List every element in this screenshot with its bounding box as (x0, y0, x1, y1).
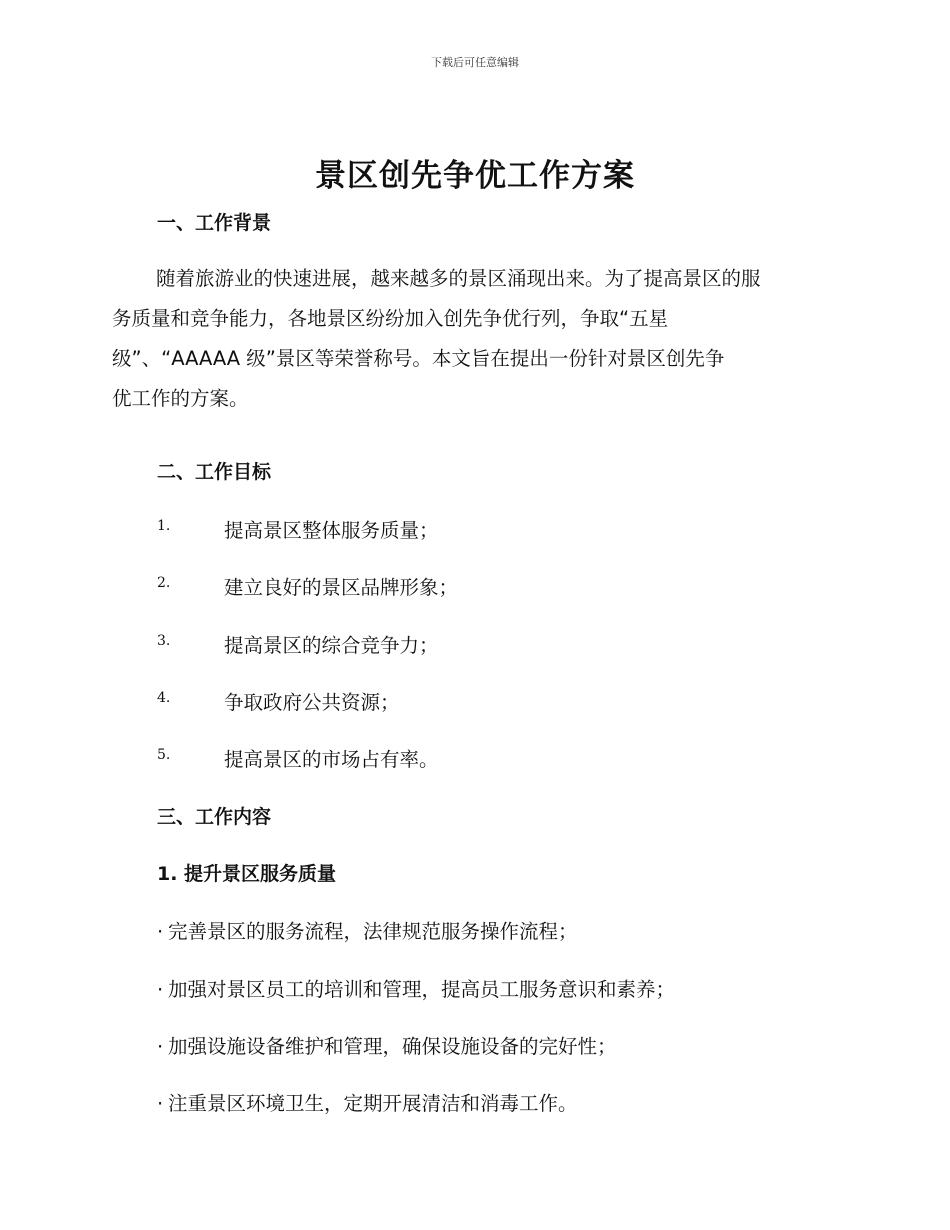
list-number: 2. (157, 575, 171, 591)
list-text: 提高景区的综合竞争力； (224, 634, 439, 657)
section-heading-goals: 二、工作目标 (157, 461, 272, 483)
list-number: 3. (157, 633, 171, 649)
bullet-text: 完善景区的服务流程，法律规范服务操作流程； (168, 920, 578, 943)
bullet-dot: · (157, 978, 164, 1001)
list-text: 建立良好的景区品牌形象； (224, 576, 459, 599)
list-number: 1. (157, 518, 171, 534)
subheading-service-quality: 1. 提升景区服务质量 (157, 863, 337, 885)
bullet-text: 加强对景区员工的培训和管理，提高员工服务意识和素养； (168, 978, 676, 1001)
bullet-list-item (157, 916, 578, 944)
paragraph-line: 优工作的方案。 (112, 387, 249, 410)
bullet-text: 注重景区环境卫生，定期开展清洁和消毒工作。 (168, 1092, 578, 1115)
bullet-dot: · (157, 1035, 164, 1058)
list-text: 提高景区的市场占有率。 (224, 748, 439, 771)
bullet-list-item (157, 1031, 617, 1059)
section-heading-content: 三、工作内容 (157, 806, 272, 828)
paragraph-line: 随着旅游业的快速进展，越来越多的景区涌现出来。为了提高景区的服 (156, 267, 761, 290)
list-text: 争取政府公共资源； (224, 691, 400, 714)
bullet-list-item (157, 974, 675, 1002)
bullet-dot: · (157, 920, 164, 943)
bullet-text: 加强设施设备维护和管理，确保设施设备的完好性； (168, 1035, 617, 1058)
background-paragraph (112, 259, 834, 419)
bullet-list-item (157, 1088, 578, 1116)
list-number: 4. (157, 690, 171, 706)
bullet-dot: · (157, 1092, 164, 1115)
paragraph-line: 务质量和竞争能力，各地景区纷纷加入创先争优行列，争取“五星 (112, 307, 669, 330)
paragraph-line: 级”、“AAAAA 级”景区等荣誉称号。本文旨在提出一份针对景区创先争 (112, 347, 725, 370)
section-heading-background: 一、工作背景 (157, 212, 272, 234)
document-title: 景区创先争优工作方案 (315, 158, 635, 194)
header-note: 下载后可任意编辑 (431, 56, 519, 69)
list-text: 提高景区整体服务质量； (224, 519, 439, 542)
list-number: 5. (157, 747, 171, 763)
